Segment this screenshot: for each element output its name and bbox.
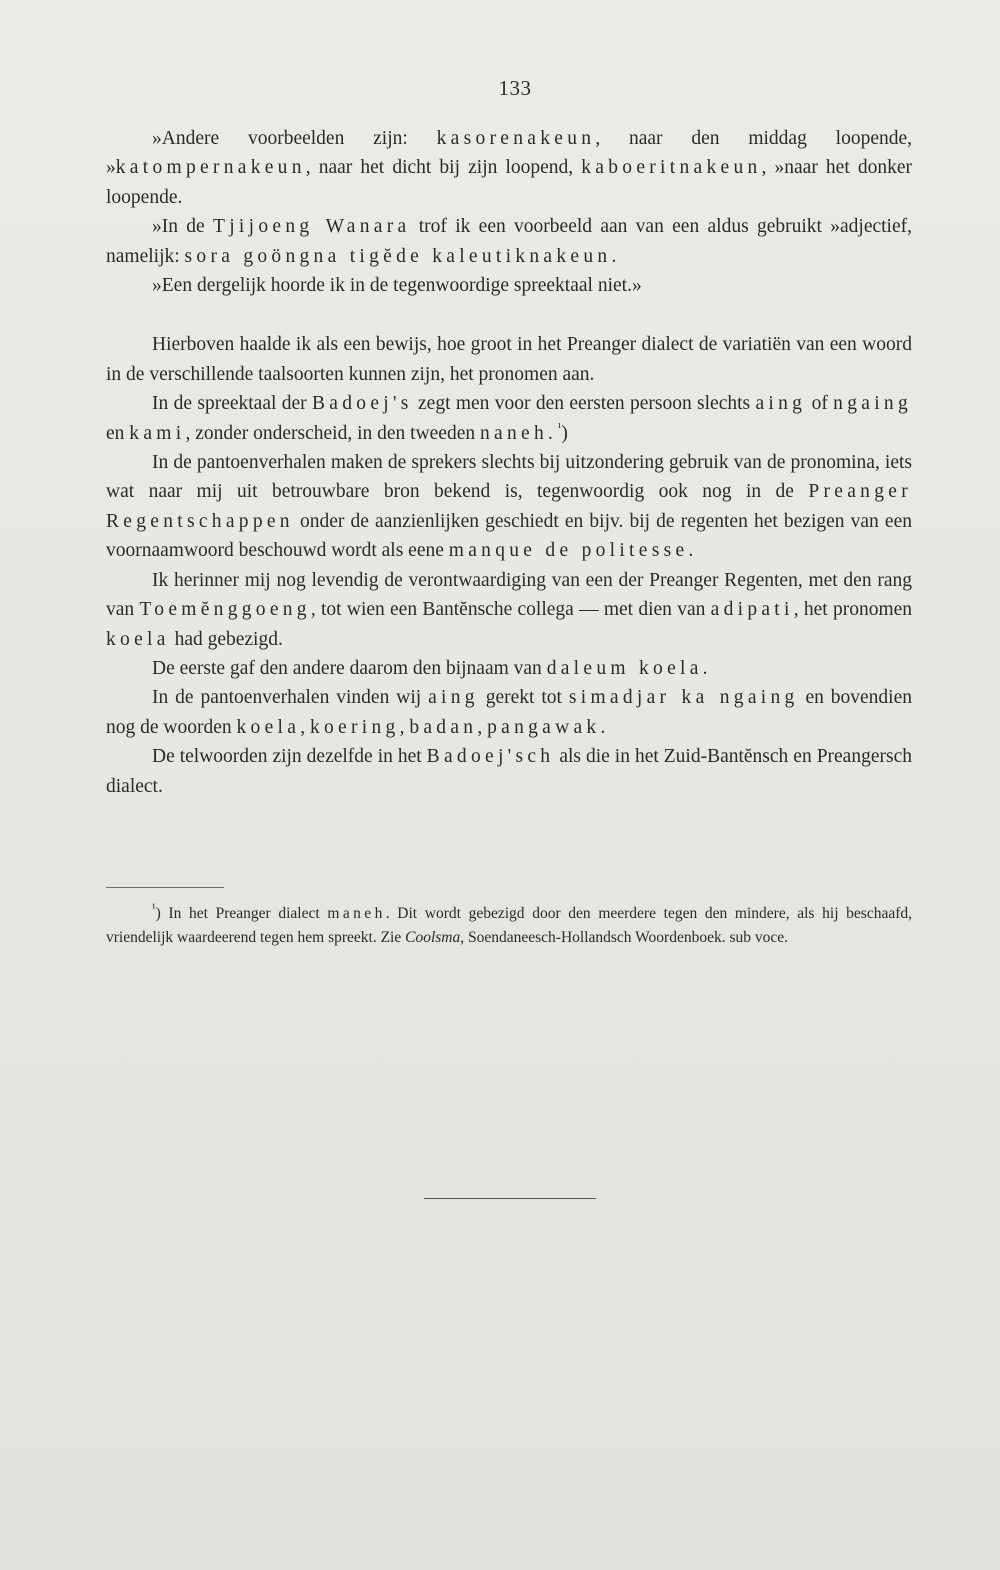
- paragraph: [106, 683, 912, 742]
- footnote-separator: [106, 887, 224, 888]
- text-run: ,: [399, 716, 410, 738]
- paragraph-gap: [106, 300, 912, 330]
- paragraph: [106, 389, 912, 448]
- text-run: .: [688, 540, 694, 562]
- text-run: en: [106, 422, 130, 444]
- spaced-term: aing: [428, 687, 479, 709]
- paragraph: [106, 448, 912, 566]
- text-run: , het pronomen: [793, 599, 913, 621]
- spaced-term: Badoej's: [312, 393, 413, 415]
- text-run: Hierboven haalde ik als een bewijs, hoe groot in het Preanger dialect de variatiën van een woord in de verschillende taalsoorten kunnen zijn, het pronomen aan.: [106, 334, 912, 385]
- body-text: [106, 124, 912, 801]
- spaced-term: aing: [755, 393, 807, 415]
- text-run: onder de aanzienlijken geschiedt en bijv. bij de regenten het bezigen van een voornaamwoord beschouwd wordt als eene: [106, 510, 912, 562]
- text-run: zegt men voor den eersten persoon slechts: [412, 393, 756, 415]
- text-run: In de pantoenverhalen maken de sprekers slechts bij uitzondering gebruik van de pronomina, iets wat naar mij uit betrouwbare bron bekend is, tegenwoordig ook nog in de: [106, 452, 912, 503]
- spaced-term: maneh: [327, 905, 386, 922]
- spaced-term: naneh: [480, 422, 549, 444]
- spaced-term: Tjijoeng Wanara: [213, 216, 411, 238]
- text-run: .: [600, 716, 606, 738]
- spaced-term: Toemĕnggoeng: [139, 599, 311, 621]
- paragraph: [106, 330, 912, 389]
- paragraph: [106, 566, 912, 654]
- text-run: ) In het Preanger dialect: [155, 905, 328, 922]
- text-run: »In de: [152, 216, 214, 238]
- author-name: Coolsma: [405, 929, 461, 946]
- spaced-term: kaboeritnakeun: [581, 157, 762, 179]
- text-run: .: [702, 657, 708, 679]
- spaced-term: sora goöngna tigĕde kaleutiknakeun: [184, 245, 612, 267]
- spaced-term: daleum koela: [546, 657, 703, 679]
- main-text-block: [106, 330, 912, 801]
- text-run: .: [611, 245, 617, 267]
- spaced-term: kasorenakeun: [436, 128, 596, 149]
- text-run: , naar den middag loopende, »: [106, 128, 912, 179]
- spaced-term: koela: [236, 716, 301, 738]
- footnote-marker: ¹: [152, 900, 156, 915]
- spaced-term: adipati: [710, 599, 794, 621]
- spaced-term: koering: [309, 716, 400, 738]
- text-run: De eerste gaf den andere daarom den bijnaam van: [152, 657, 547, 679]
- spaced-term: pangawak: [487, 716, 601, 738]
- spaced-term: simadjar ka ngaing: [568, 687, 799, 709]
- text-run: Ik herinner mij nog levendig de verontwaardiging van een der Preanger Regenten, met den rang van: [106, 569, 912, 621]
- quote-paragraph: [106, 271, 912, 300]
- text-run: In de pantoenverhalen vinden wij: [152, 687, 429, 709]
- quote-block: [106, 124, 912, 300]
- page-number: 133: [498, 76, 532, 100]
- quote-paragraph: [106, 124, 912, 212]
- end-rule: [424, 1198, 596, 1199]
- text-run: of: [806, 393, 834, 415]
- text-run: en bovendien nog de woorden: [106, 687, 913, 738]
- text-run: In de spreektaal der: [152, 393, 313, 415]
- text-run: gerekt tot: [478, 687, 569, 709]
- text-run: , Soendaneesch-Hollandsch Woordenboek. sub voce.: [460, 929, 788, 946]
- text-run: .: [548, 422, 558, 444]
- spaced-term: manque de politesse: [448, 540, 689, 562]
- spaced-term: badan: [409, 716, 478, 738]
- text-run: als die in het Zuid-Bantĕnsch en Preangersch dialect.: [106, 746, 912, 797]
- paragraph: [106, 742, 912, 801]
- text-run: De telwoorden zijn dezelfde in het: [152, 746, 427, 768]
- text-run: , naar het dicht bij zijn loopend,: [305, 157, 582, 179]
- paragraph: [106, 654, 912, 683]
- text-run: . Dit wordt gebezigd door den meerdere tegen den mindere, als hij beschaafd, vriendelijk waardeerend tegen hem spreekt. Zie: [106, 905, 913, 946]
- text-run: , »naar het donker loopende.: [106, 157, 912, 208]
- text-run: trof ik een voorbeeld aan van een aldus gebruikt »adjectief, namelijk:: [106, 216, 912, 267]
- text-run: ,: [300, 716, 310, 738]
- footnote-marker: ¹: [557, 420, 562, 435]
- spaced-term: koela: [106, 628, 170, 650]
- footnote: [106, 902, 912, 950]
- spaced-term: Preanger Regentschappen: [106, 481, 912, 532]
- spaced-term: katompernakeun: [115, 157, 306, 179]
- text-run: »Andere voorbeelden zijn:: [152, 128, 437, 149]
- spaced-term: kami: [129, 422, 186, 444]
- text-run: , tot wien een Bantĕnsche collega — met dien van: [310, 599, 711, 621]
- text-run: had gebezigd.: [169, 628, 283, 650]
- quote-paragraph: [106, 212, 912, 271]
- text-run: »Een dergelijk hoorde ik in de tegenwoordige spreektaal niet.»: [152, 275, 642, 297]
- spaced-term: Badoej'sch: [426, 746, 555, 768]
- spaced-term: ngaing: [833, 393, 912, 415]
- text-run: ,: [477, 716, 488, 738]
- footnote-text: [106, 902, 912, 950]
- text-run: ): [561, 422, 568, 444]
- text-run: , zonder onderscheid, in den tweeden: [185, 422, 480, 444]
